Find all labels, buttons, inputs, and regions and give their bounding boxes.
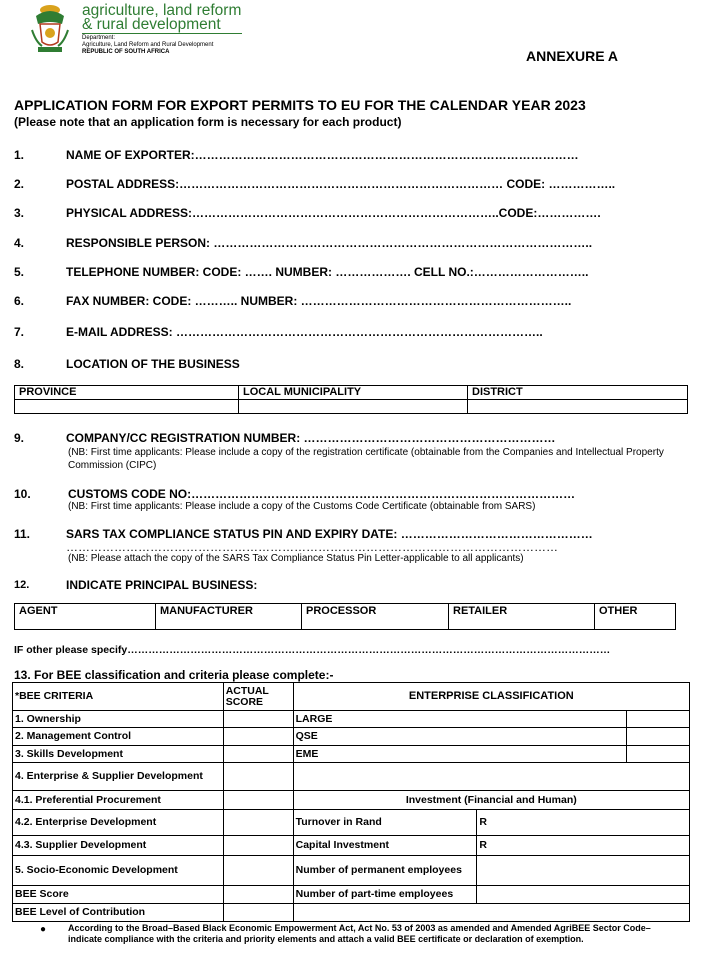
score-cell[interactable]: [223, 791, 293, 810]
option-manufacturer[interactable]: MANUFACTURER: [156, 604, 302, 630]
score-cell[interactable]: [223, 728, 293, 746]
fax-field[interactable]: FAX NUMBER: CODE: ……….. NUMBER: …………………………………………………………..: [66, 294, 572, 308]
item-number: 10.: [14, 487, 31, 501]
bee-table: [12, 682, 690, 922]
province-header: PROVINCE: [15, 386, 239, 400]
score-cell[interactable]: [223, 856, 293, 886]
class-eme: EME: [293, 746, 626, 763]
item-number: 9.: [14, 431, 25, 445]
telephone-field[interactable]: TELEPHONE NUMBER: CODE: ……. NUMBER: ………………. CELL NO.:………………………..: [66, 265, 589, 279]
physical-address-field[interactable]: PHYSICAL ADDRESS:…………………………………………………………………..CODE:…………….: [66, 206, 601, 220]
permanent-employees-label: Number of permanent employees: [293, 856, 477, 886]
class-eme-checkbox[interactable]: [627, 746, 690, 763]
score-cell[interactable]: [223, 886, 293, 904]
customs-code-field[interactable]: CUSTOMS CODE NO:……………………………………………………………………………………: [68, 487, 576, 501]
score-cell[interactable]: [223, 836, 293, 856]
item-number: 3.: [14, 206, 25, 220]
principal-business-table: [14, 603, 676, 630]
bee-score-label: BEE Score: [13, 886, 224, 904]
item-number: 12.: [14, 579, 30, 591]
option-agent[interactable]: AGENT: [15, 604, 156, 630]
criteria-preferential-procurement: 4.1. Preferential Procurement: [13, 791, 224, 810]
department-full-name: Agriculture, Land Reform and Rural Development: [82, 42, 214, 48]
department-label: Department:: [82, 35, 116, 41]
parttime-employees-label: Number of part-time employees: [293, 886, 477, 904]
class-qse-checkbox[interactable]: [627, 728, 690, 746]
annexure-label: ANNEXURE A: [526, 48, 619, 64]
item-number: 1.: [14, 148, 25, 162]
option-other[interactable]: OTHER: [595, 604, 676, 630]
department-name-line1: agriculture, land reform: [82, 2, 242, 19]
criteria-skills: 3. Skills Development: [13, 746, 224, 763]
country-name: REPUBLIC OF SOUTH AFRICA: [82, 49, 170, 55]
capital-label: Capital Investment: [293, 836, 477, 856]
criteria-supplier-development: 4.3. Supplier Development: [13, 836, 224, 856]
principal-business-heading: INDICATE PRINCIPAL BUSINESS:: [66, 578, 258, 592]
score-cell[interactable]: [223, 746, 293, 763]
location-table: [14, 385, 688, 414]
bee-level-label: BEE Level of Contribution: [13, 904, 224, 922]
criteria-enterprise-supplier: 4. Enterprise & Supplier Development: [13, 763, 224, 791]
permanent-employees-value[interactable]: [477, 856, 690, 886]
score-cell[interactable]: [223, 810, 293, 836]
municipality-cell[interactable]: [239, 400, 468, 414]
registration-number-field[interactable]: COMPANY/CC REGISTRATION NUMBER: ………………………………………………………: [66, 431, 556, 445]
department-name-line2: & rural development: [82, 16, 221, 33]
option-retailer[interactable]: RETAILER: [449, 604, 595, 630]
bee-criteria-header: *BEE CRITERIA: [13, 683, 224, 711]
bee-footnote: According to the Broad–Based Black Economic Empowerment Act, Act No. 53 of 2003 as amended and Amended AgriBEE Sector Code– indicate compliance with the criteria and priority elements and attach a valid BEE certificate or declaration of exemption.: [68, 923, 651, 944]
location-heading: LOCATION OF THE BUSINESS: [66, 357, 240, 371]
score-cell[interactable]: [223, 763, 293, 791]
other-specify-field[interactable]: IF other please specify…………………………………………………………………………………………………………………………: [14, 644, 611, 656]
option-processor[interactable]: PROCESSOR: [302, 604, 449, 630]
capital-value[interactable]: R: [477, 836, 690, 856]
blank-cell: [293, 904, 689, 922]
item-number: 8.: [14, 357, 25, 371]
class-qse: QSE: [293, 728, 626, 746]
municipality-header: LOCAL MUNICIPALITY: [239, 386, 468, 400]
item-number: 11.: [14, 527, 31, 541]
criteria-enterprise-development: 4.2. Enterprise Development: [13, 810, 224, 836]
actual-score-header: ACTUAL SCORE: [223, 683, 293, 711]
form-subtitle: (Please note that an application form is necessary for each product): [14, 115, 402, 129]
parttime-employees-value[interactable]: [477, 886, 690, 904]
criteria-socio-economic: 5. Socio-Economic Development: [13, 856, 224, 886]
customs-note: (NB: First time applicants: Please include a copy of the Customs Code Certificate (obtainable from SARS): [68, 501, 536, 512]
bee-heading: 13. For BEE classification and criteria please complete:-: [14, 668, 334, 682]
district-header: DISTRICT: [468, 386, 688, 400]
email-field[interactable]: E-MAIL ADDRESS: ………………………………………………………………………………..: [66, 325, 543, 339]
class-large: LARGE: [293, 711, 626, 728]
postal-address-field[interactable]: POSTAL ADDRESS:……………………………………………………………………… CODE: ……………..: [66, 177, 616, 191]
criteria-ownership: 1. Ownership: [13, 711, 224, 728]
turnover-value[interactable]: R: [477, 810, 690, 836]
province-cell[interactable]: [15, 400, 239, 414]
investment-header: Investment (Financial and Human): [293, 791, 689, 810]
item-number: 5.: [14, 265, 25, 279]
coat-of-arms-icon: [28, 2, 72, 54]
exporter-name-field[interactable]: NAME OF EXPORTER:……………………………………………………………………………………: [66, 148, 579, 162]
bullet-icon: ●: [40, 924, 47, 935]
turnover-label: Turnover in Rand: [293, 810, 477, 836]
sars-pin-field[interactable]: SARS TAX COMPLIANCE STATUS PIN AND EXPIRY DATE: …………………………………………: [66, 527, 593, 541]
enterprise-classification-header: ENTERPRISE CLASSIFICATION: [293, 683, 689, 711]
sars-note: (NB: Please attach the copy of the SARS Tax Compliance Status Pin Letter-applicable to all applicants): [68, 553, 524, 564]
header-rule: [82, 33, 242, 34]
item-number: 4.: [14, 236, 25, 250]
responsible-person-field[interactable]: RESPONSIBLE PERSON: …………………………………………………………………………………..: [66, 236, 593, 250]
form-title: APPLICATION FORM FOR EXPORT PERMITS TO EU FOR THE CALENDAR YEAR 2023: [14, 97, 586, 113]
score-cell[interactable]: [223, 711, 293, 728]
sars-pin-dots[interactable]: ……………………………………………………………………………………………………………: [66, 540, 558, 554]
class-large-checkbox[interactable]: [627, 711, 690, 728]
district-cell[interactable]: [468, 400, 688, 414]
blank-cell: [293, 763, 689, 791]
item-number: 6.: [14, 294, 25, 308]
item-number: 7.: [14, 325, 25, 339]
registration-note: (NB: First time applicants: Please include a copy of the registration certificate (obtainable from the Companies and Intellectual Property Commission (CIPC): [68, 447, 664, 471]
item-number: 2.: [14, 177, 25, 191]
score-cell[interactable]: [223, 904, 293, 922]
criteria-management: 2. Management Control: [13, 728, 224, 746]
